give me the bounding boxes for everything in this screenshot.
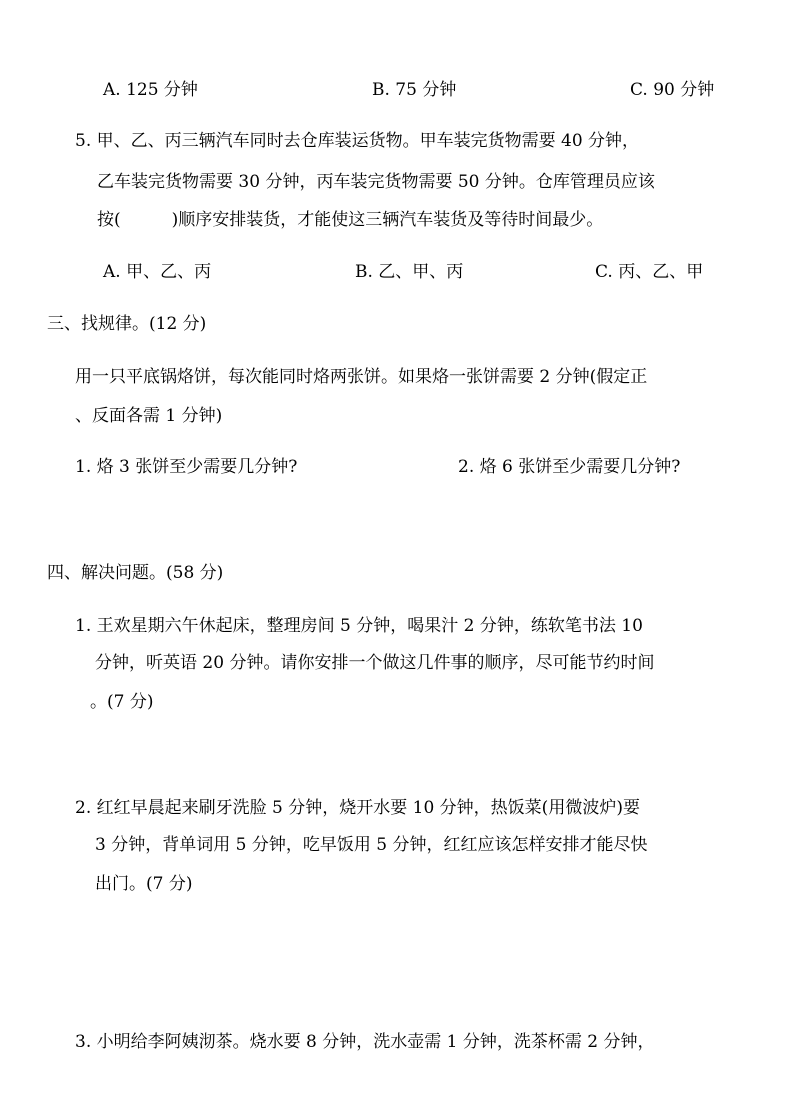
section-3-intro-line-2: 、反面各需 1 分钟)	[75, 406, 223, 426]
problem-2-line-3: 出门。(7 分)	[95, 874, 193, 894]
section-3-question-2: 2. 烙 6 张饼至少需要几分钟?	[458, 457, 681, 477]
section-3-intro-line-1: 用一只平底锅烙饼，每次能同时烙两张饼。如果烙一张饼需要 2 分钟(假定正	[75, 367, 648, 387]
problem-2-line-2: 3 分钟，背单词用 5 分钟，吃早饭用 5 分钟，红红应该怎样安排才能尽快	[95, 835, 648, 855]
q5-option-a: A. 甲、乙、丙	[103, 262, 212, 282]
problem-1-line-2: 分钟，听英语 20 分钟。请你安排一个做这几件事的顺序，尽可能节约时间	[95, 653, 655, 673]
problem-1-line-3: 。(7 分)	[90, 692, 154, 712]
problem-2-line-1: 2. 红红早晨起来刷牙洗脸 5 分钟，烧开水要 10 分钟，热饭菜(用微波炉)要	[75, 798, 640, 818]
section-4-heading: 四、解决问题。(58 分)	[47, 563, 224, 583]
q4-option-a: A. 125 分钟	[103, 80, 198, 100]
problem-1-line-1: 1. 王欢星期六午休起床，整理房间 5 分钟，喝果汁 2 分钟，练软笔书法 10	[75, 616, 643, 636]
q5-line-1: 5. 甲、乙、丙三辆汽车同时去仓库装运货物。甲车装完货物需要 40 分钟，	[75, 131, 640, 151]
q5-option-c: C. 丙、乙、甲	[595, 262, 704, 282]
section-3-heading: 三、找规律。(12 分)	[47, 314, 207, 334]
problem-3-line-1: 3. 小明给李阿姨沏茶。烧水要 8 分钟，洗水壶需 1 分钟，洗茶杯需 2 分钟，	[75, 1032, 655, 1052]
q5-line-2: 乙车装完货物需要 30 分钟，丙车装完货物需要 50 分钟。仓库管理员应该	[97, 172, 655, 192]
q5-option-b: B. 乙、甲、丙	[355, 262, 464, 282]
q4-option-b: B. 75 分钟	[372, 80, 457, 100]
q5-line-3: 按( )顺序安排装货，才能使这三辆汽车装货及等待时间最少。	[97, 210, 604, 230]
section-3-question-1: 1. 烙 3 张饼至少需要几分钟?	[75, 457, 298, 477]
q4-option-c: C. 90 分钟	[630, 80, 715, 100]
